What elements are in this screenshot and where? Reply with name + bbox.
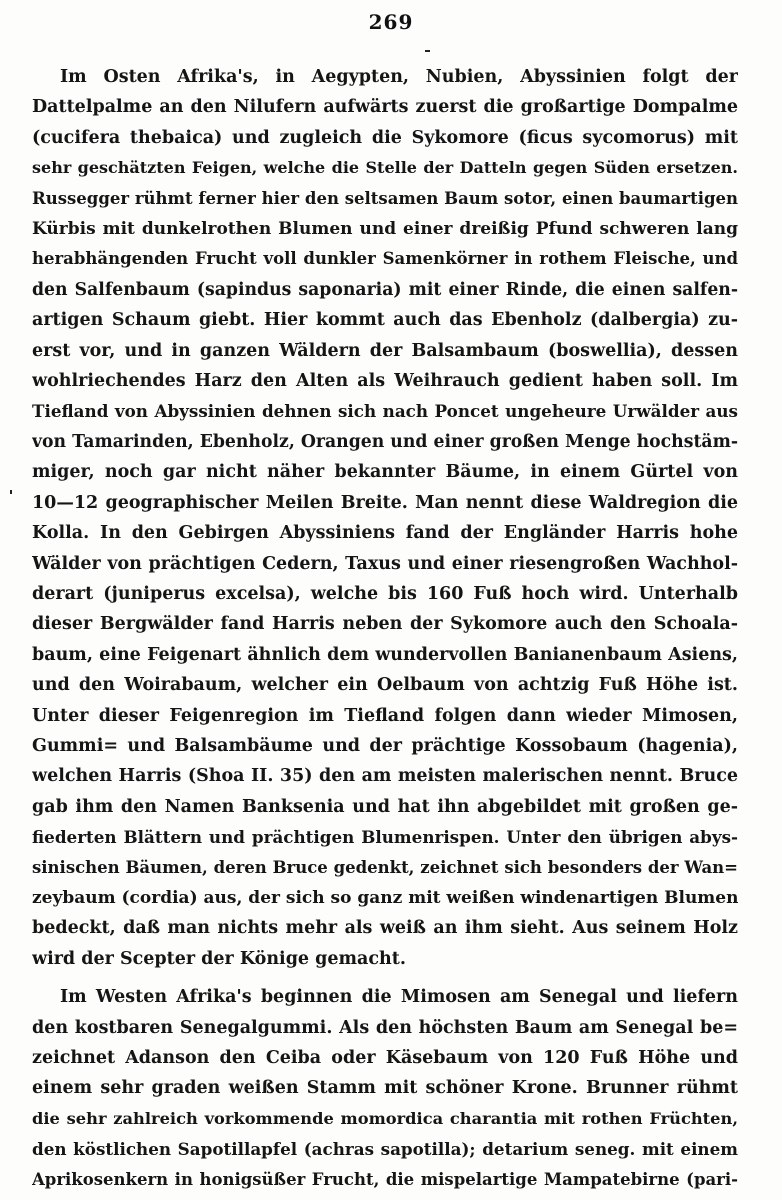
paragraph-east-africa [32,62,738,974]
text-line: miger, noch gar nicht näher bekannter Bäume, in einem Gürtel von [32,462,738,483]
text-line: Kürbis mit dunkelrothen Blumen und einer dreißig Pfund schweren lang [32,219,738,240]
text-line: Russegger rühmt ferner hier den seltsamen Baum sotor, einen baumartigen [32,188,738,208]
text-line: Unter dieser Feigenregion im Tiefland folgen dann wieder Mimosen, [32,705,738,726]
text-line: Wälder von prächtigen Cedern, Taxus und einer riesengroßen Wachhol- [32,553,738,574]
text-line: herabhängenden Frucht voll dunkler Samenkörner in rothem Fleische, und [32,249,738,269]
text-line: wird der Scepter der Könige gemacht. [32,948,406,969]
text-line: zeybaum (cordia) aus, der sich so ganz mit weißen windenartigen Blumen [32,887,738,908]
text-line: Tiefland von Abyssinien dehnen sich nach Poncet ungeheure Urwälder aus [32,401,738,422]
text-line: erst vor, und in ganzen Wäldern der Balsambaum (boswellia), dessen [32,340,738,361]
text-line: und den Woirabaum, welcher ein Oelbaum von achtzig Fuß Höhe ist. [32,675,738,696]
text-line: sehr geschätzten Feigen, welche die Stelle der Datteln gegen Süden ersetzen. [32,158,738,178]
ink-mark [425,50,430,52]
text-line: derart (juniperus excelsa), welche bis 160 Fuß hoch wird. Unterhalb [32,583,738,604]
text-line: den köstlichen Sapotillapfel (achras sapotilla); detarium seneg. mit einem [32,1139,738,1160]
text-line: Im Westen Afrika's beginnen die Mimosen am Senegal und liefern [60,987,738,1008]
ink-mark [10,490,12,494]
text-line: gab ihm den Namen Banksenia und hat ihn abgebildet mit großen ge- [32,796,738,817]
text-line: zeichnet Adanson den Ceiba oder Käsebaum von 120 Fuß Höhe und [32,1048,738,1068]
text-line: 10—12 geographischer Meilen Breite. Man nennt diese Waldregion die [32,492,738,513]
page-number: 269 [368,10,414,34]
paragraph-gap [32,974,738,982]
text-line: den Salfenbaum (sapindus saponaria) mit einer Rinde, die einen salfen- [32,279,738,300]
text-line: (cucifera thebaica) und zugleich die Sykomore (ficus sycomorus) mit [32,127,738,148]
text-line: wohlriechendes Harz den Alten als Weihrauch gedient haben soll. Im [32,371,738,392]
text-line: einem sehr graden weißen Stamm mit schöner Krone. Brunner rühmt [32,1078,738,1099]
text-line: Dattelpalme an den Nilufern aufwärts zuerst die großartige Dompalme [32,97,738,118]
paragraph-west-africa [32,982,738,1195]
text-line: artigen Schaum giebt. Hier kommt auch das Ebenholz (dalbergia) zu- [32,310,738,331]
text-line: bedeckt, daß man nichts mehr als weiß an ihm sieht. Aus seinem Holz [32,918,738,939]
text-line: Aprikosenkern in honigsüßer Frucht, die mispelartige Mampatebirne (pari- [32,1169,738,1189]
body-text [32,62,738,1195]
text-line: Gummi= und Balsambäume und der prächtige Kossobaum (hagenia), [32,735,738,756]
text-line: fiederten Blättern und prächtigen Blumenrispen. Unter den übrigen abys- [32,827,738,848]
text-line: baum, eine Feigenart ähnlich dem wundervollen Banianenbaum Asiens, [32,644,738,665]
text-line: den kostbaren Senegalgummi. Als den höchsten Baum am Senegal be= [32,1017,738,1038]
text-line: Kolla. In den Gebirgen Abyssiniens fand der Engländer Harris hohe [32,523,738,544]
text-line: Im Osten Afrika's, in Aegypten, Nubien, Abyssinien folgt der [60,67,738,87]
text-line: sinischen Bäumen, deren Bruce gedenkt, zeichnet sich besonders der Wan= [32,857,738,877]
text-line: von Tamarinden, Ebenholz, Orangen und einer großen Menge hochstäm- [32,431,738,452]
text-line: welchen Harris (Shoa II. 35) den am meisten malerischen nennt. Bruce [32,766,738,787]
text-line: dieser Bergwälder fand Harris neben der Sykomore auch den Schoala- [32,614,738,635]
text-line: die sehr zahlreich vorkommende momordica charantia mit rothen Früchten, [32,1108,738,1128]
